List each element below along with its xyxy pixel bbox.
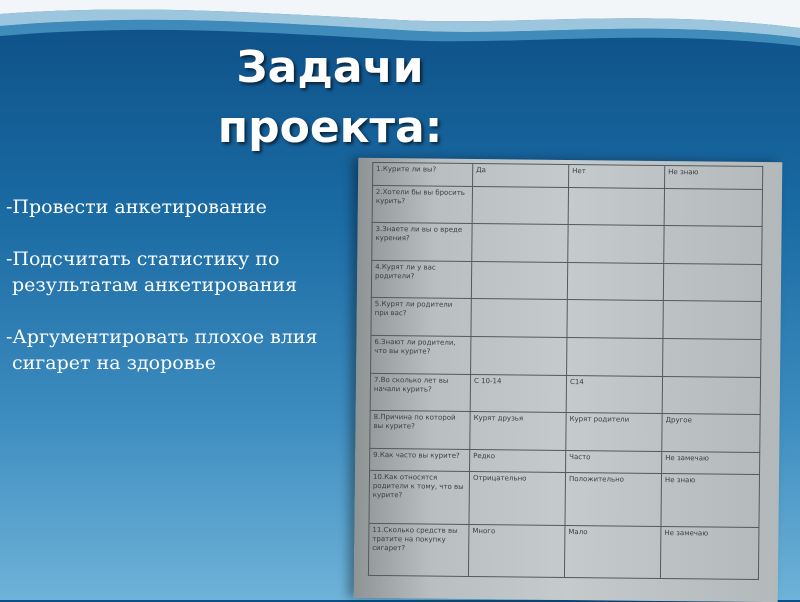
task-text: -Аргументировать плохое влия [6,326,318,348]
question-cell: 8.Причина по которой вы курите? [370,410,470,449]
table-row [370,373,760,415]
question-cell: 4.Курят ли у вас родители? [371,260,471,299]
question-cell: 7.Во сколько лет вы начали курить? [370,373,470,412]
table-row [372,223,762,265]
task-text: -Провести анкетирование [6,196,267,218]
answer-cell: Много [468,524,565,577]
answer-cell: Не замечаю [662,451,760,475]
question-cell: 5.Курят ли родители при вас? [371,298,471,337]
answer-cell: Другое [662,414,760,453]
task-item [6,194,386,220]
question-cell: 1.Курите ли вы? [373,162,473,186]
answer-cell: Не знаю [665,166,763,190]
survey-photo [354,158,783,602]
answer-cell [663,301,761,340]
page-title [160,38,500,158]
answer-cell [567,262,663,301]
answer-cell: Редко [470,449,566,473]
answer-cell: Часто [566,450,662,474]
task-list [6,194,386,402]
task-item [6,246,386,298]
answer-cell [664,226,762,265]
table-row [369,471,760,527]
task-text: результатам анкетирования [12,274,298,296]
answer-cell [664,188,762,227]
answer-cell [662,376,760,415]
answer-cell: Не замечаю [660,526,759,579]
answer-cell [472,186,568,225]
answer-cell: С 10-14 [470,374,566,413]
answer-cell: Курят друзья [470,412,566,451]
answer-cell [567,337,663,376]
table-row [372,185,762,227]
answer-cell: Да [473,163,569,187]
table-row [370,410,760,452]
table-row [371,335,761,377]
question-cell: 2.Хотели бы вы бросить курить? [372,185,472,224]
answer-cell: Мало [564,525,661,578]
answer-cell: Отрицательно [469,472,566,525]
question-cell: 3.Знаете ли вы о вреде курения? [372,223,472,262]
answer-cell [471,261,567,300]
answer-cell: Курят родители [566,413,662,452]
answer-cell [663,263,761,302]
question-cell: 6.Знают ли родители, что вы курите? [371,335,471,374]
answer-cell [471,299,567,338]
answer-cell: С14 [566,375,662,414]
answer-cell [472,224,568,263]
answer-cell: Положительно [565,473,662,526]
task-item [6,324,386,376]
title-line-2: проекта: [217,102,443,153]
answer-cell [567,300,663,339]
answer-cell [471,336,567,375]
question-cell: 11.Сколько средств вы тратите на покупку сигарет? [368,523,469,576]
answer-cell: Нет [569,164,665,188]
title-line-1: Задачи [236,42,424,93]
answer-cell [568,225,664,264]
question-cell: 10.Как относятся родители к тому, что вы курите? [369,471,470,524]
survey-table [368,162,763,580]
task-text: -Подсчитать статистику по [6,248,280,270]
table-row [368,523,759,579]
answer-cell: Не знаю [661,474,760,527]
table-row [371,298,761,340]
task-text: сигарет на здоровье [12,352,216,374]
answer-cell [663,338,761,377]
table-row [371,260,761,302]
question-cell: 9.Как часто вы курите? [370,448,470,472]
answer-cell [568,187,664,226]
